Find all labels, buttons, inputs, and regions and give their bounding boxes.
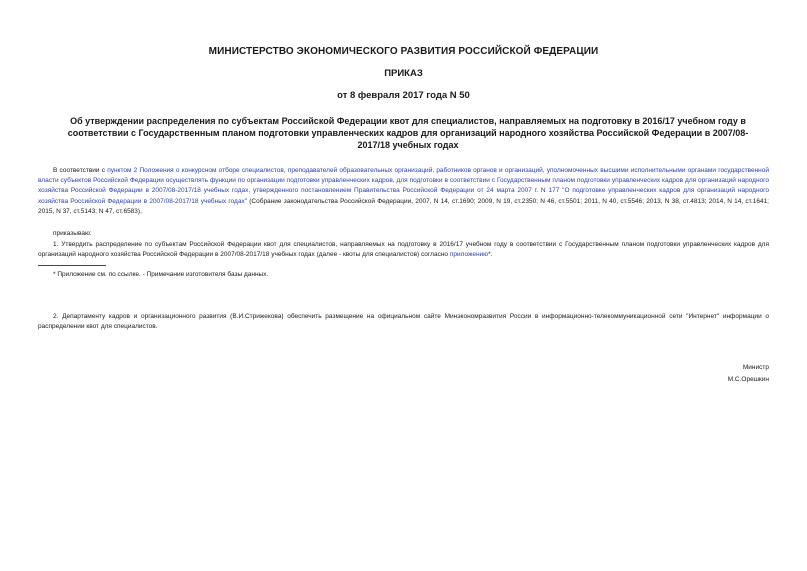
order-word: приказываю: xyxy=(53,230,92,237)
document-title: Об утверждении распределения по субъектам Российской Федерации квот для специалистов, направляемых на подготовку в 2016/17 учебном году в соответствии с Государственным планом подготовки управленческих кадров для организаций народного хозяйства Российской Федерации в 2007/08-2017/18 учебных годах xyxy=(67,116,749,150)
preamble-tail: (Собрание законодательства Российской Федерации, 2007, N 14, ст.1690; 2009, N 19, ст.2350; N 46, ст.5501; 2011, N 40, ст.5546; 2013, N 38, ст.4813; 2014, N 14, ст.1641; 2015, N 37, ст.5143; N 47, ст.6583), xyxy=(38,197,769,215)
document-type: ПРИКАЗ xyxy=(384,68,423,79)
signatory-position: Министр xyxy=(742,364,769,371)
ministry-heading: МИНИСТЕРСТВО ЭКОНОМИЧЕСКОГО РАЗВИТИЯ РОССИЙСКОЙ ФЕДЕРАЦИИ xyxy=(208,46,599,57)
signatory-name: М.С.Орешкин xyxy=(727,376,769,383)
footnote: * Приложение см. по ссылке. - Примечание изготовителя базы данных. xyxy=(53,271,269,278)
footnote-divider xyxy=(38,265,106,266)
item-1 xyxy=(38,240,769,260)
document-date-number: от 8 февраля 2017 года N 50 xyxy=(337,90,470,101)
regulation-link[interactable]: пунктом 2 Положения о конкурсном отборе специалистов, преподавателей образовательных организаций, работников органов и организаций, уполномоченных высшими исполнительными органами государственной власти субъектов Российской Федерации осуществлять функции по организации подготовки управленческих кадров, для подготовки в соответствии с Государственным планом подготовки управленческих кадров для организаций народного хозяйства Российской Федерации в 2007/08-2017/18 учебных годах, утвержденного постановлением Правительства Российской Федерации от 24 марта 2007 г. N 177 "О подготовке управленческих кадров для организаций народного хозяйства Российской Федерации в 2007/08-2017/18 учебных годах" xyxy=(38,167,770,205)
item-2: 2. Департаменту кадров и организационного развития (В.И.Стрижекова) обеспечить размещение на официальном сайте Минэкономразвития России в информационно-телекоммуникационной сети "Интернет" информации о распределении квот для специалистов. xyxy=(38,313,769,331)
preamble-lead: В соответствии с xyxy=(53,167,108,174)
item-1-text: 1. Утвердить распределение по субъектам Российской Федерации квот для специалистов, направляемых на подготовку в 2016/17 учебном году в соответствии с Государственным планом подготовки управленческих кадров для организаций народного хозяйства Российской Федерации в 2007/08-2017/18 учебных годах (далее - квоты для специалистов) согласно xyxy=(38,241,769,259)
appendix-link[interactable]: приложению xyxy=(449,251,489,259)
preamble-paragraph xyxy=(38,166,769,217)
item-1-tail: *. xyxy=(488,251,493,259)
